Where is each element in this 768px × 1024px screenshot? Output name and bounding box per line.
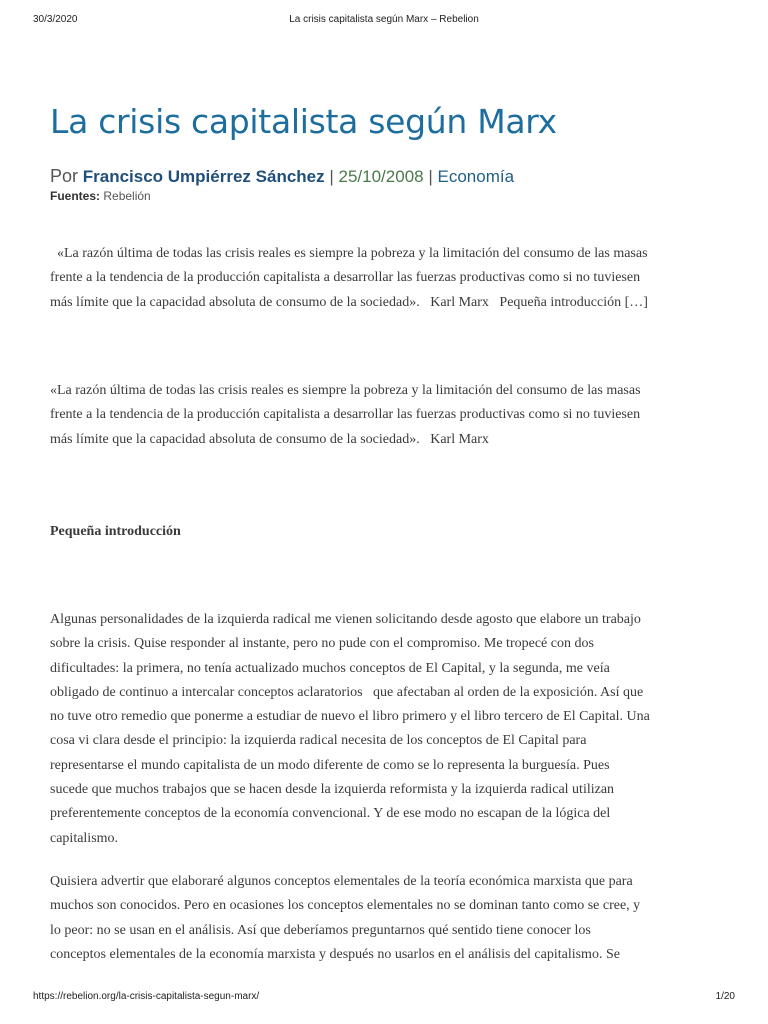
text-line: «La razón última de todas las crisis reales es siempre la pobreza y la limitación del consumo de las masas [50,246,648,261]
byline-prefix: Por [50,166,79,186]
text-line: muchos son conocidos. Pero en ocasiones los conceptos elementales no se dominan tanto como se cree, y [50,898,641,914]
text-line: frente a la tendencia de la producción capitalista a desarrollar las fuerzas productivas como si no tuviesen [50,270,641,286]
sources-label: Fuentes: [50,189,101,203]
body-paragraph [50,870,720,967]
sources-value: Rebelión [103,189,151,203]
text-line: Quisiera advertir que elaboraré algunos conceptos elementales de la teoría económica marxista que para [50,874,633,889]
text-line: lo peor: no se usan en el análisis. Así que deberíamos preguntarnos qué sentido tiene conocer los [50,922,591,938]
opening-quote [50,379,720,452]
text-line: sobre la crisis. Quise responder al instante, pero no pude con el compromiso. Me tropecé con dos [50,636,594,652]
text-line: «La razón última de todas las crisis reales es siempre la pobreza y la limitación del consumo de las masas [50,383,641,398]
text-line: Algunas personalidades de la izquierda radical me vienen solicitando desde agosto que elabore un trabajo [50,612,641,627]
print-page-title: La crisis capitalista según Marx – Rebelion [289,14,479,25]
publish-date: 25/10/2008 [338,167,424,186]
text-line: más límite que la capacidad absoluta de consumo de la sociedad». Karl Marx [50,431,489,447]
print-footer [0,991,768,1011]
text-line: no tuve otro remedio que ponerme a estudiar de nuevo el libro primero y el libro tercero de El Capital. Una [50,709,650,725]
article-excerpt [50,242,720,315]
section-heading: Pequeña introducción [50,524,181,539]
text-line: conceptos elementales de la economía marxista y después no usarlos en el análisis del capitalismo. Se [50,946,620,962]
text-line: preferentemente conceptos de la economía convencional. Y de ese modo no escapan de la lógica del [50,806,611,822]
text-line: frente a la tendencia de la producción capitalista a desarrollar las fuerzas productivas como si no tuviesen [50,407,641,423]
text-line: sucede que muchos trabajos que se hacen desde la izquierda reformista y la izquierda radical utilizan [50,782,615,798]
category-link[interactable]: Economía [437,167,515,186]
byline-separator: | [428,167,433,186]
article-sources [50,188,720,204]
text-line: capitalismo. [50,830,119,846]
print-url: https://rebelion.org/la-crisis-capitalista-segun-marx/ [33,991,260,1002]
byline-separator: | [329,167,334,186]
body-paragraph [50,608,720,851]
print-page-number: 1/20 [715,991,735,1002]
author-link[interactable]: Francisco Umpiérrez Sánchez [82,167,325,186]
text-line: obligado de continuo a intercalar conceptos aclaratorios que afectaban al orden de la exposición. Así que [50,684,644,700]
text-line: dificultades: la primera, no tenía actualizado muchos conceptos de El Capital, y la segunda, me veía [50,660,610,676]
text-line: representarse el mundo capitalista de un modo diferente de como se lo representa la burguesía. Pues [50,757,610,773]
print-header [0,14,768,34]
article-title: La crisis capitalista según Marx [50,102,557,141]
article [50,100,720,962]
print-date: 30/3/2020 [33,14,78,25]
article-byline [50,165,720,188]
text-line: más límite que la capacidad absoluta de consumo de la sociedad». Karl Marx Pequeña introducción […] [50,294,648,310]
text-line: cosa vi clara desde el principio: la izquierda radical necesita de los conceptos de El Capital para [50,733,587,749]
